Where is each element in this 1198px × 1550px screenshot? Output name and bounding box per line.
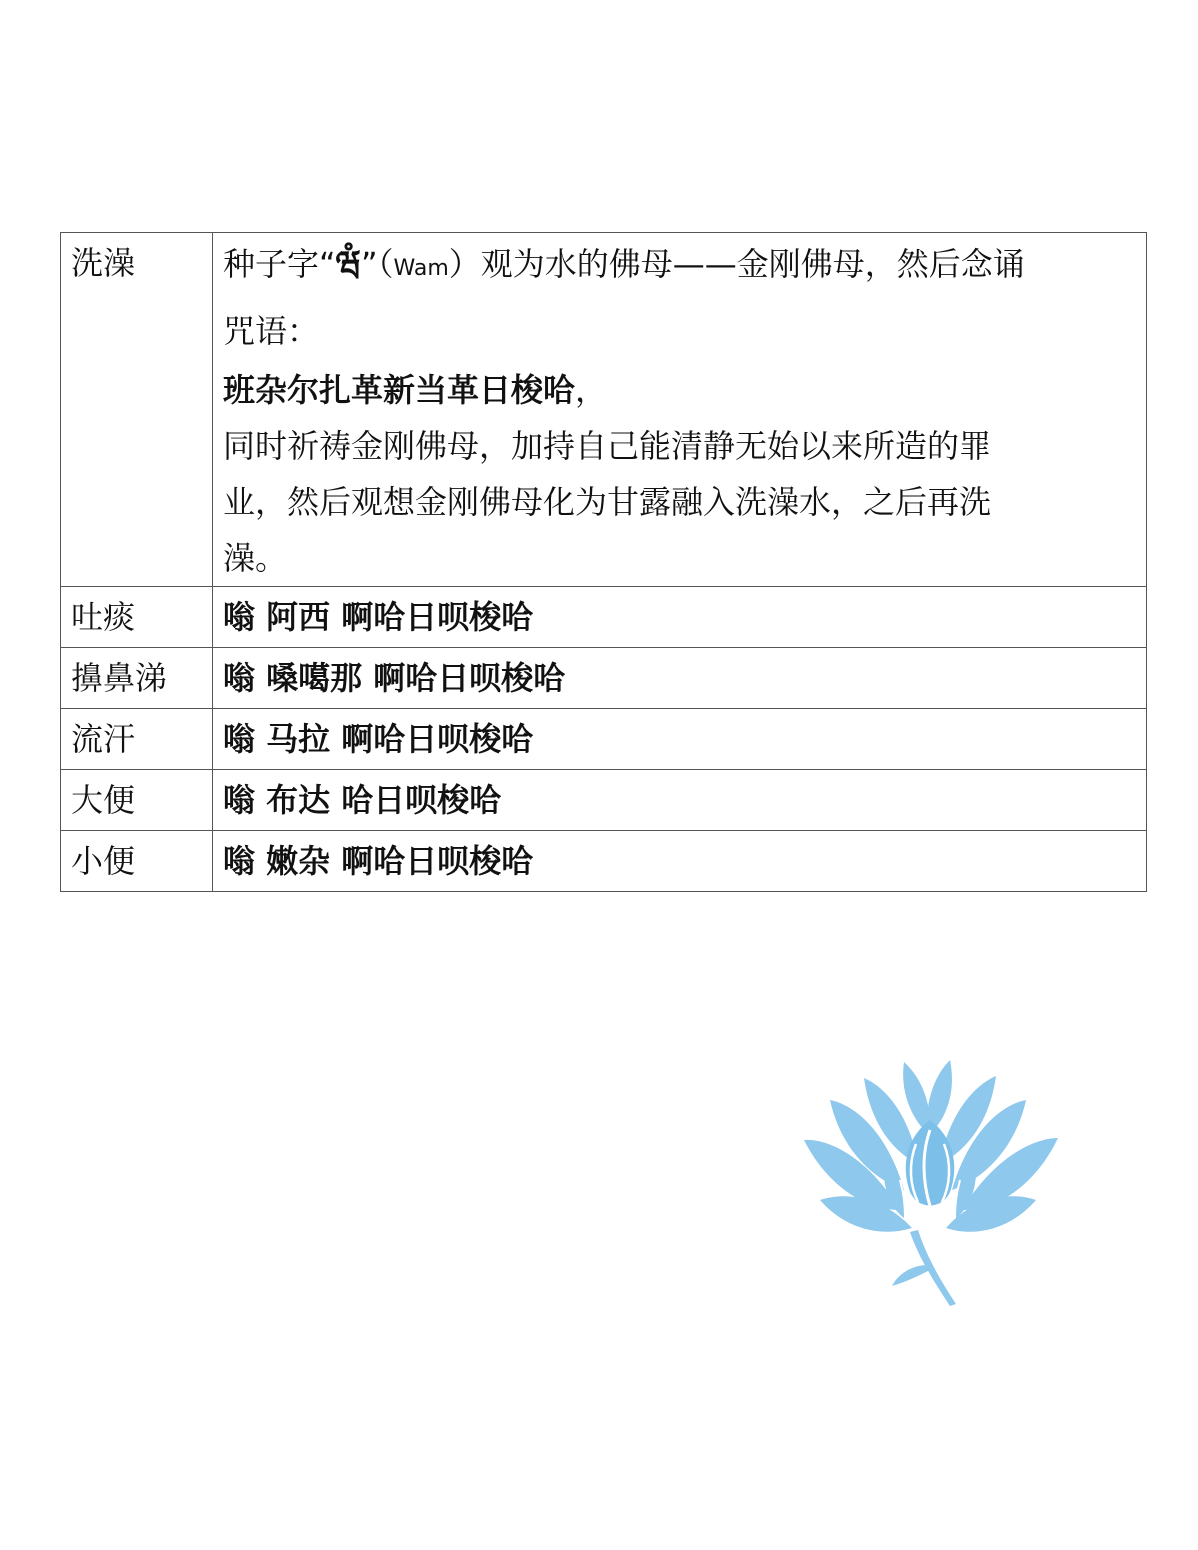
row-label: 大便 [61, 770, 213, 831]
content-line: 同时祈祷金刚佛母，加持自己能清静无始以来所造的罪 [223, 427, 992, 465]
mantra-text: 嗡 嫩杂 啊哈日呗梭哈 [213, 831, 1147, 892]
mantra-text: 嗡 阿西 啊哈日呗梭哈 [213, 587, 1147, 648]
seed-syllable: ཝཾ [335, 244, 361, 284]
mantra-table [60, 232, 1147, 892]
table-row [61, 587, 1147, 648]
table-row [61, 648, 1147, 709]
mantra-text: 嗡 布达 哈日呗梭哈 [213, 770, 1147, 831]
content-line: 澡。 [223, 539, 288, 577]
text-fragment: ）观为水的佛母——金刚佛母，然后念诵 [448, 245, 1025, 283]
table-row [61, 831, 1147, 892]
row-content [213, 233, 1147, 587]
content-line [223, 362, 1136, 418]
text-fragment: ， [575, 371, 608, 409]
row-label: 小便 [61, 831, 213, 892]
content-line: 咒语： [223, 312, 320, 350]
romanization: Wam [393, 256, 449, 281]
content-line [223, 233, 1136, 300]
table-row [61, 709, 1147, 770]
lotus-flower-icon [800, 1060, 1062, 1308]
row-label: 擤鼻涕 [61, 648, 213, 709]
text-fragment: ”（ [360, 245, 394, 283]
row-label: 流汗 [61, 709, 213, 770]
content-line: 业，然后观想金刚佛母化为甘露融入洗澡水，之后再洗 [223, 483, 992, 521]
table-row [61, 233, 1147, 587]
mantra-text: 嗡 嗓噶那 啊哈日呗梭哈 [213, 648, 1147, 709]
text-fragment: 种子字“ [223, 245, 336, 283]
mantra-text: 嗡 马拉 啊哈日呗梭哈 [213, 709, 1147, 770]
row-label: 洗澡 [61, 233, 213, 587]
row-label: 吐痰 [61, 587, 213, 648]
mantra-text: 班杂尔扎革新当革日梭哈 [223, 371, 576, 409]
table-row [61, 770, 1147, 831]
